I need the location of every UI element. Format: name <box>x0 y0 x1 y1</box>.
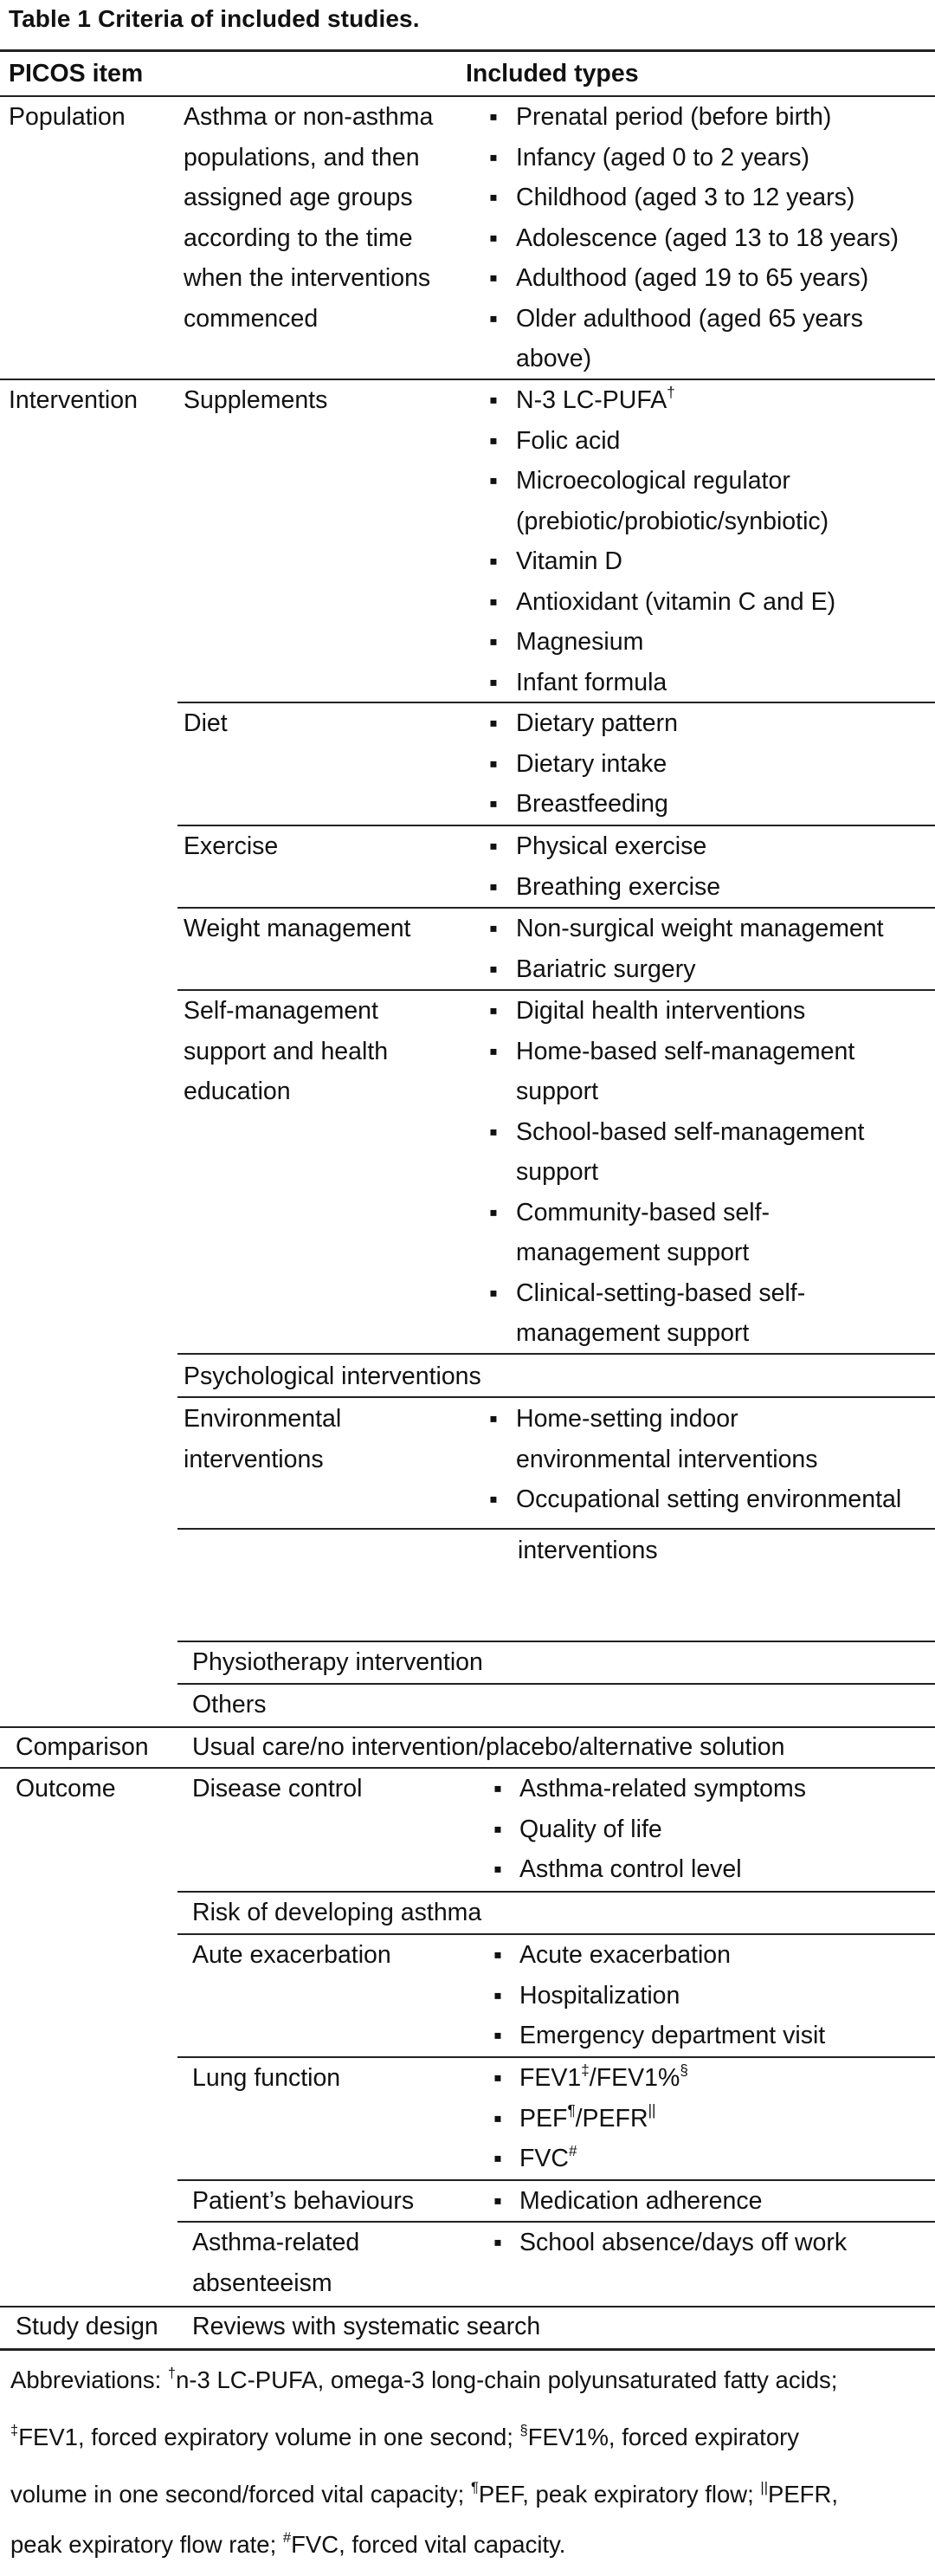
bullet-marker: ▪ <box>489 955 498 982</box>
label-line: Asthma-related <box>192 2229 360 2256</box>
header-picos-item: PICOS item <box>9 60 144 87</box>
bullet-text: /FEV1% <box>589 2064 680 2092</box>
sub-label-patient-behaviours: Patient’s behaviours <box>192 2187 415 2215</box>
footnote-text: n-3 LC-PUFA, omega-3 long-chain polyunsaturated fatty acids; <box>176 2366 838 2393</box>
desc-line: commenced <box>184 304 319 333</box>
bullet-marker: ▪ <box>493 2145 502 2171</box>
bullet-item: Dietary intake <box>516 749 667 778</box>
bullet-item: Infant formula <box>516 668 667 696</box>
bullet-item <box>516 380 675 421</box>
bullet-marker: ▪ <box>493 2064 502 2091</box>
bullet-marker: ▪ <box>493 1941 502 1968</box>
footnote-mark: † <box>667 384 675 401</box>
footnote-text: FEV1%, forced expiratory <box>527 2424 800 2450</box>
label-line: education <box>184 1078 291 1105</box>
row-label-population: Population <box>9 103 126 131</box>
footnote-line <box>10 2349 837 2411</box>
bullet-marker: ▪ <box>489 264 498 291</box>
bullet-marker: ▪ <box>489 223 498 251</box>
bullet-marker: ▪ <box>493 1981 502 2009</box>
bullet-marker: ▪ <box>489 304 498 332</box>
label-line: absenteeism <box>192 2269 332 2297</box>
bullet-item: Older adulthood (aged 65 years <box>516 304 863 333</box>
bullet-marker: ▪ <box>489 832 498 859</box>
bullet-marker: ▪ <box>489 1485 498 1512</box>
bullet-marker: ▪ <box>489 997 498 1024</box>
desc-line: according to the time <box>184 223 413 252</box>
bullet-item: Magnesium <box>516 628 644 656</box>
bullet-text: /PEFR <box>575 2104 648 2133</box>
row-label-study-design: Study design <box>16 2313 158 2340</box>
desc-line: assigned age groups <box>184 184 413 211</box>
bullet-item: Adolescence (aged 13 to 18 years) <box>516 223 900 252</box>
sub-label-acute-exacerbation: Aute exacerbation <box>192 1941 391 1969</box>
sub-label-physiotherapy: Physiotherapy intervention <box>192 1648 483 1676</box>
label-line: Self-management <box>184 997 378 1025</box>
label-line: Environmental <box>184 1405 342 1433</box>
bullet-item: School absence/days off work <box>519 2229 848 2256</box>
row-label-comparison: Comparison <box>16 1733 149 1761</box>
footnote-text: volume in one second/forced vital capacity; <box>10 2481 465 2508</box>
sub-label-disease-control: Disease control <box>192 1775 363 1803</box>
bullet-marker: ▪ <box>489 915 498 942</box>
sub-rule <box>177 1683 935 1685</box>
bullet-marker: ▪ <box>493 1855 502 1882</box>
bullet-marker: ▪ <box>489 1117 498 1145</box>
sub-label-others: Others <box>192 1691 267 1718</box>
desc-line: when the interventions <box>184 264 431 292</box>
footnote-mark: ‡ <box>10 2422 19 2438</box>
desc-line: Asthma or non-asthma <box>184 103 434 131</box>
bullet-item: Physical exercise <box>516 832 707 860</box>
bullet-item-continued: (prebiotic/probiotic/synbiotic) <box>516 507 829 535</box>
sub-label-weight-management: Weight management <box>184 915 411 942</box>
bullet-item: Asthma control level <box>519 1855 742 1883</box>
row-label-outcome: Outcome <box>16 1775 116 1803</box>
bullet-item-continued: support <box>516 1158 599 1186</box>
footnote-text: Abbreviations: <box>10 2366 168 2393</box>
bullet-item: Medication adherence <box>519 2187 763 2215</box>
bullet-item: Childhood (aged 3 to 12 years) <box>516 184 855 211</box>
bullet-marker: ▪ <box>489 1278 498 1306</box>
footnote-mark: # <box>569 2142 577 2159</box>
bullet-item: Infancy (aged 0 to 2 years) <box>516 143 810 172</box>
bullet-item: Bariatric surgery <box>516 955 696 983</box>
bullet-item: Occupational setting environmental <box>516 1485 902 1513</box>
bullet-marker: ▪ <box>489 143 498 171</box>
bullet-marker: ▪ <box>493 2229 502 2256</box>
row-label-intervention: Intervention <box>9 386 138 414</box>
bullet-text: FEV1 <box>519 2064 582 2092</box>
bullet-text: N-3 LC-PUFA <box>516 386 667 414</box>
bullet-item: Community-based self- <box>516 1198 771 1227</box>
footnote-mark: || <box>648 2102 656 2119</box>
top-rule <box>0 49 935 52</box>
bullet-item: Dietary pattern <box>516 709 678 737</box>
bullet-marker: ▪ <box>489 668 498 696</box>
sub-label-risk: Risk of developing asthma <box>192 1899 482 1926</box>
footnote-mark: ¶ <box>470 2479 479 2495</box>
bullet-item: Vitamin D <box>516 547 623 575</box>
bullet-item-continued: interventions <box>518 1537 658 1564</box>
bullet-item: Antioxidant (vitamin C and E) <box>516 587 836 616</box>
footnote-text: FVC, forced vital capacity. <box>291 2531 566 2558</box>
bullet-item <box>519 2058 688 2099</box>
bullet-marker: ▪ <box>489 872 498 900</box>
bullet-item-continued: management support <box>516 1239 750 1266</box>
study-design-description: Reviews with systematic search <box>192 2313 541 2340</box>
bullet-item: Breastfeeding <box>516 790 668 818</box>
bullet-marker: ▪ <box>489 426 498 454</box>
bullet-text: PEF <box>519 2104 568 2133</box>
footnote-mark: # <box>282 2529 292 2546</box>
footnote-mark: || <box>760 2479 768 2495</box>
table-caption: Table 1 Criteria of included studies. <box>9 5 420 32</box>
bullet-item: Asthma-related symptoms <box>519 1775 807 1803</box>
bullet-marker: ▪ <box>489 103 498 130</box>
bullet-item: Microecological regulator <box>516 467 790 495</box>
bullet-marker: ▪ <box>489 1405 498 1432</box>
bullet-item-continued: above) <box>516 345 592 372</box>
bullet-item: Clinical-setting-based self- <box>516 1278 806 1307</box>
bullet-marker: ▪ <box>493 1775 502 1802</box>
footnote-line <box>10 2514 565 2575</box>
bullet-marker: ▪ <box>489 1037 498 1065</box>
bullet-item: Emergency department visit <box>519 2022 826 2049</box>
sub-rule <box>177 1396 935 1398</box>
bullet-item: Home-based self-management <box>516 1037 855 1065</box>
bullet-item: Adulthood (aged 19 to 65 years) <box>516 264 869 292</box>
bullet-marker: ▪ <box>489 749 498 777</box>
bullet-item-continued: environmental interventions <box>516 1445 818 1473</box>
footnote-text: PEF, peak expiratory flow; <box>478 2481 754 2508</box>
bullet-item: Quality of life <box>519 1815 662 1843</box>
label-line: interventions <box>184 1445 324 1473</box>
sub-label-lung-function: Lung function <box>192 2064 341 2092</box>
sub-label-supplements: Supplements <box>184 386 328 414</box>
bullet-marker: ▪ <box>489 790 498 817</box>
header-included-types: Included types <box>466 60 639 87</box>
bullet-marker: ▪ <box>489 467 498 494</box>
label-line: support and health <box>184 1037 389 1065</box>
bullet-marker: ▪ <box>489 628 498 655</box>
bullet-marker: ▪ <box>489 709 498 736</box>
footnote-text: FEV1, forced expiratory volume in one second; <box>18 2424 513 2450</box>
footnote-mark: ‡ <box>581 2061 590 2079</box>
bullet-item: Hospitalization <box>519 1981 680 2010</box>
bullet-item: Non-surgical weight management <box>516 915 884 942</box>
bullet-marker: ▪ <box>493 2022 502 2049</box>
bullet-item: Breathing exercise <box>516 872 721 901</box>
sub-label-diet: Diet <box>184 709 228 737</box>
bullet-text: FVC <box>519 2145 569 2172</box>
bullet-item <box>519 2139 577 2179</box>
bullet-item: Home-setting indoor <box>516 1405 738 1433</box>
bullet-marker: ▪ <box>489 547 498 574</box>
footnote-mark: ¶ <box>567 2102 576 2119</box>
footnote-text: peak expiratory flow rate; <box>10 2531 277 2558</box>
bullet-item-continued: management support <box>516 1319 750 1347</box>
bullet-item: Folic acid <box>516 426 621 455</box>
bullet-marker: ▪ <box>493 2187 502 2214</box>
sub-rule <box>177 1353 935 1355</box>
bullet-marker: ▪ <box>489 1198 498 1226</box>
sub-label-psychological: Psychological interventions <box>184 1362 481 1390</box>
bullet-item <box>519 2099 655 2139</box>
bullet-item: Acute exacerbation <box>519 1941 731 1969</box>
bullet-item: Prenatal period (before birth) <box>516 103 832 131</box>
desc-line: populations, and then <box>184 143 420 172</box>
bullet-item: Digital health interventions <box>516 997 806 1025</box>
bullet-marker: ▪ <box>489 587 498 615</box>
footnote-mark: † <box>167 2365 177 2381</box>
comparison-description: Usual care/no intervention/placebo/alternative solution <box>192 1733 785 1761</box>
bullet-marker: ▪ <box>493 2104 502 2132</box>
bullet-marker: ▪ <box>493 1815 502 1842</box>
bullet-item: School-based self-management <box>516 1117 865 1146</box>
footnote-mark: § <box>680 2061 688 2079</box>
bullet-marker: ▪ <box>489 184 498 210</box>
sub-label-exercise: Exercise <box>184 832 279 860</box>
footnote-mark: § <box>519 2422 528 2438</box>
sub-rule <box>177 1528 935 1530</box>
bullet-marker: ▪ <box>489 386 498 413</box>
footnote-text: PEFR, <box>767 2481 838 2508</box>
footnote-line <box>10 2406 799 2468</box>
bullet-item-continued: support <box>516 1078 599 1105</box>
row-rule <box>0 379 935 380</box>
